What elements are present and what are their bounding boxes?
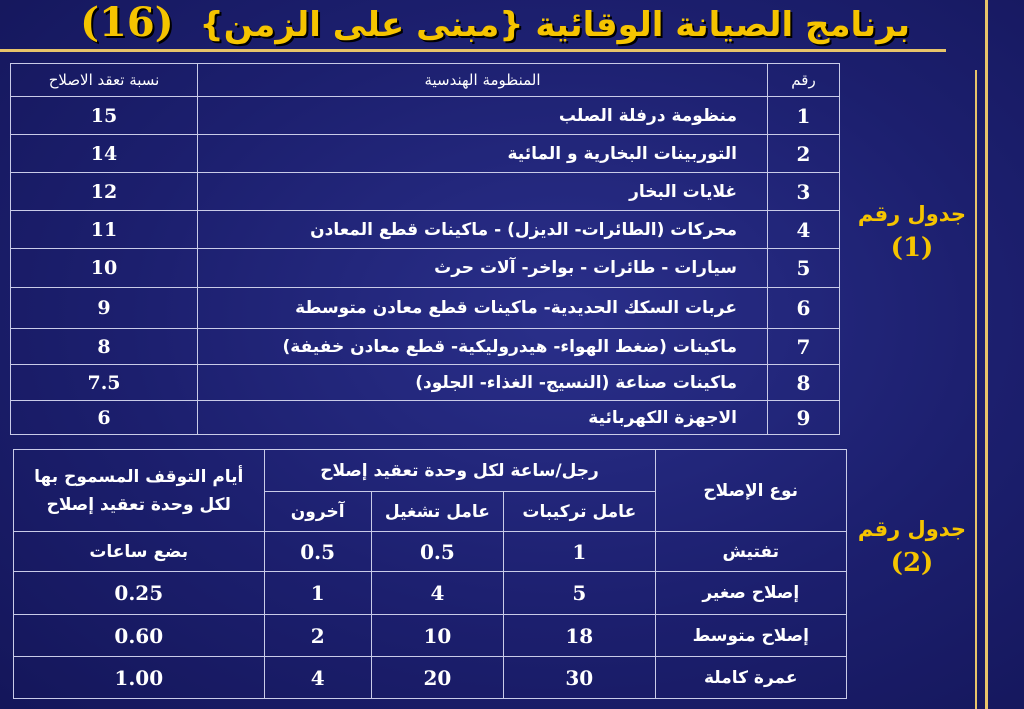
slide-number: (16) [80, 0, 174, 46]
row-system: التوربينات البخارية و المائية [198, 135, 768, 173]
table-row [11, 365, 840, 401]
row-repair-type: إصلاح متوسط [655, 615, 846, 657]
table-row [11, 401, 840, 435]
table-row [11, 135, 840, 173]
table-row [11, 249, 840, 288]
row-number: 1 [768, 97, 840, 135]
row-others: 4 [264, 657, 371, 699]
row-ratio: 11 [11, 211, 198, 249]
row-ratio: 12 [11, 173, 198, 211]
header-repair-type: نوع الإصلاح [655, 450, 846, 532]
row-ratio: 8 [11, 329, 198, 365]
complexity-table [10, 63, 840, 435]
row-fitter: 5 [504, 572, 655, 615]
row-downtime: 0.25 [14, 572, 265, 615]
row-repair-type: إصلاح صغير [655, 572, 846, 615]
table1-label-title: جدول رقم [857, 202, 967, 226]
header-man-hours: رجل/ساعة لكل وحدة تعقيد إصلاح [264, 450, 655, 492]
table-row [14, 572, 847, 615]
right-border-line-inner [975, 70, 977, 709]
table2-label [852, 512, 972, 580]
table-row [14, 615, 847, 657]
header-system: المنظومة الهندسية [198, 64, 768, 97]
table1-label [852, 197, 972, 265]
row-downtime: بضع ساعات [14, 532, 265, 572]
row-others: 2 [264, 615, 371, 657]
row-ratio: 15 [11, 97, 198, 135]
header-operator: عامل تشغيل [371, 492, 503, 532]
row-system: منظومة درفلة الصلب [198, 97, 768, 135]
row-number: 4 [768, 211, 840, 249]
row-number: 2 [768, 135, 840, 173]
row-number: 9 [768, 401, 840, 435]
row-number: 5 [768, 249, 840, 288]
table-row [11, 173, 840, 211]
row-ratio: 6 [11, 401, 198, 435]
row-fitter: 18 [504, 615, 655, 657]
slide-title-text: برنامج الصيانة الوقائية {مبنى على الزمن} [199, 5, 910, 45]
table-row [11, 97, 840, 135]
row-number: 3 [768, 173, 840, 211]
row-downtime: 0.60 [14, 615, 265, 657]
header-fitter: عامل تركيبات [504, 492, 655, 532]
table-row [14, 532, 847, 572]
header-downtime [14, 450, 265, 532]
row-repair-type: عمرة كاملة [655, 657, 846, 699]
row-ratio: 7.5 [11, 365, 198, 401]
row-operator: 20 [371, 657, 503, 699]
table-row [14, 657, 847, 699]
row-fitter: 1 [504, 532, 655, 572]
slide-title [80, 0, 910, 52]
header-downtime-line2: لكل وحدة تعقيد إصلاح [46, 494, 231, 515]
table1-label-number: (1) [890, 233, 934, 263]
row-others: 0.5 [264, 532, 371, 572]
row-system: غلايات البخار [198, 173, 768, 211]
row-operator: 4 [371, 572, 503, 615]
row-ratio: 9 [11, 288, 198, 329]
table-header-row [11, 64, 840, 97]
row-number: 8 [768, 365, 840, 401]
row-ratio: 10 [11, 249, 198, 288]
row-others: 1 [264, 572, 371, 615]
row-system: عربات السكك الحديدية- ماكينات قطع معادن متوسطة [198, 288, 768, 329]
decorative-diamond-icon [946, 0, 1012, 74]
title-underline [0, 49, 946, 52]
row-system: ماكينات صناعة (النسيج- الغذاء- الجلود) [198, 365, 768, 401]
header-others: آخرون [264, 492, 371, 532]
header-number: رقم [768, 64, 840, 97]
row-number: 7 [768, 329, 840, 365]
table-header-row [14, 450, 847, 492]
table2-label-title: جدول رقم [857, 517, 967, 541]
row-fitter: 30 [504, 657, 655, 699]
row-operator: 0.5 [371, 532, 503, 572]
right-border-line-outer [985, 0, 988, 709]
row-system: الاجهزة الكهربائية [198, 401, 768, 435]
repair-hours-table [13, 449, 847, 699]
header-ratio: نسبة تعقد الاصلاح [11, 64, 198, 97]
row-system: سيارات - طائرات - بواخر- آلات حرث [198, 249, 768, 288]
row-system: ماكينات (ضغط الهواء- هيدروليكية- قطع معادن خفيفة) [198, 329, 768, 365]
row-number: 6 [768, 288, 840, 329]
row-repair-type: تفتيش [655, 532, 846, 572]
row-downtime: 1.00 [14, 657, 265, 699]
header-downtime-line1: أيام التوقف المسموح بها [34, 466, 244, 487]
table-row [11, 329, 840, 365]
row-operator: 10 [371, 615, 503, 657]
table-row [11, 288, 840, 329]
table-row [11, 211, 840, 249]
table2-label-number: (2) [890, 548, 934, 578]
row-ratio: 14 [11, 135, 198, 173]
row-system: محركات (الطائرات- الديزل) - ماكينات قطع المعادن [198, 211, 768, 249]
